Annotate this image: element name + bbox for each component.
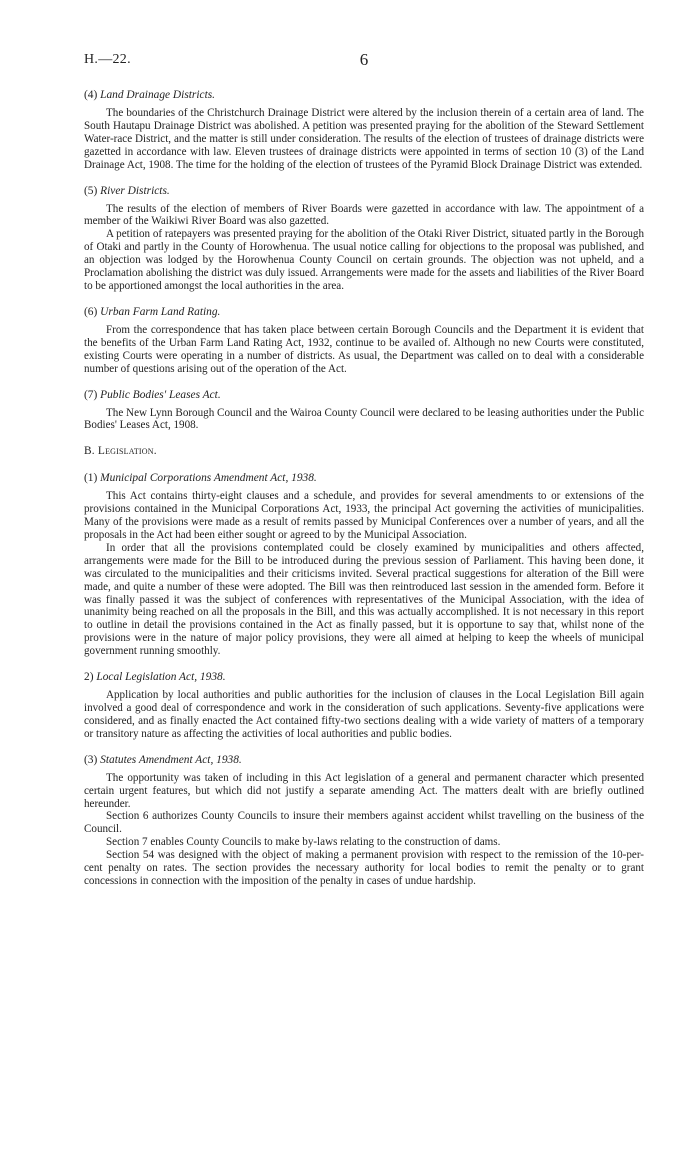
section-title: Statutes Amendment Act, 1938. — [100, 753, 242, 766]
page-header — [84, 52, 644, 74]
paragraph: A petition of ratepayers was presented praying for the abolition of the Otaki River District, situated partly in the Borough of Otaki and partly in the County of Horowhenua. The usual notice calling for objections to the proposal was published, and an objection was lodged by the Horowhenua County Council on certain grounds. The objection was not upheld, and a Proclamation abolishing the district was duly issued. Arrangements were made for the assets and liabilities of the River Board to be apportioned amongst the local authorities in the area. — [84, 228, 644, 292]
section-heading-local-legislation — [84, 670, 644, 684]
paragraph: In order that all the provisions contemplated could be closely examined by municipalities and others affected, arrangements were made for the Bill to be introduced during the previous session of Parliament. This having been done, it was circulated to the municipalities and their criticisms invited. Several practical suggestions for alteration of the Bill were made, and quite a number of these were adopted. The Bill was then reintroduced last session in the amended form. Before it was finally passed it was the subject of conferences with representatives of the Municipal Association, with the idea of unanimity being reached on all the proposals in the Bill, and this was actually accomplished. It is not necessary in this report to outline in detail the provisions contained in the Act as finally passed, but it is opportune to say that, whilst none of the provisions were in the nature of major policy provisions, they were all aimed at helping to keep the wheels of municipal government running smoothly. — [84, 541, 644, 658]
section-heading-public-bodies — [84, 388, 644, 402]
paragraph: From the correspondence that has taken place between certain Borough Councils and the Department it is evident that the benefits of the Urban Farm Land Rating Act, 1932, continue to be availed of. Although no new Courts were constituted, existing Courts were operating in a number of districts. As usual, the Department was called on to deal with a considerable number of questions arising out of the operation of the Act. — [84, 323, 644, 375]
section-number: 2) — [84, 671, 94, 684]
paragraph: Section 6 authorizes County Councils to insure their members against accident whilst travelling on the business of the Council. — [84, 810, 644, 836]
section-title: Local Legislation Act, 1938. — [96, 671, 226, 684]
paragraph: Section 7 enables County Councils to make by-laws relating to the construction of dams. — [106, 836, 501, 849]
part-letter: B. — [84, 445, 95, 458]
paragraph: Application by local authorities and public authorities for the inclusion of clauses in the Local Legislation Bill again involved a good deal of correspondence and work in the consideration of such applications. Seventy-five applications were considered, and as finally enacted the Act contained fifty-two sections dealing with a wide variety of matters of a temporary or transitory nature as affecting the activities of local authorities and public bodies. — [84, 689, 644, 740]
paragraph: Section 54 was designed with the object of making a permanent provision with respect to the remission of the 10-per-cent penalty on rates. The section provides the necessary authority for local bodies to remit the penalty or to grant concessions in connection with the imposition of the penalty in cases of undue hardship. — [84, 849, 644, 887]
section-title: River Districts. — [100, 184, 170, 197]
paragraph: The opportunity was taken of including in this Act legislation of a general and permanent character which presented certain urgent features, but which did not justify a separate amending Act. The matters dealt with are briefly outlined hereunder. — [84, 771, 644, 810]
paragraph: This Act contains thirty-eight clauses and a schedule, and provides for several amendments to or extensions of the provisions contained in the Municipal Corporations Act, 1933, the principal Act governing the activities of municipalities. Many of the provisions were made as a result of remits passed by Municipal Conferences over a number of years, and all the proposals in the Act had been either sought or agreed to by the Municipal Association. — [84, 490, 644, 542]
paragraph: The boundaries of the Christchurch Drainage District were altered by the inclusion therein of a certain area of land. The South Hautapu Drainage District was abolished. A petition was presented praying for the abolition of the Steward Settlement Water-race District, and the matter is still under consideration. The results of the election of trustees of drainage districts were gazetted in accordance with law. Eleven trustees of drainage districts were appointed in terms of section 10 (3) of the Land Drainage Act, 1908. The time for the holding of the election of trustees of the Pyramid Block Drainage District was extended. — [84, 107, 644, 171]
section-number: (4) — [84, 89, 98, 101]
section-number: (6) — [84, 305, 98, 318]
section-number: (3) — [84, 753, 98, 766]
section-number: (5) — [84, 184, 98, 197]
section-title: Municipal Corporations Amendment Act, 1938. — [100, 472, 317, 485]
section-heading-statutes — [84, 753, 644, 767]
section-number: (7) — [84, 388, 98, 401]
part-title: Legislation. — [97, 445, 157, 458]
section-title: Urban Farm Land Rating. — [100, 305, 221, 318]
section-heading-urban-farm — [84, 305, 644, 319]
part-heading-legislation — [84, 444, 644, 458]
paragraph: The results of the election of members of River Boards were gazetted in accordance with law. The appointment of a member of the Waikiwi River Board was also gazetted. — [84, 202, 644, 228]
section-title: Land Drainage Districts. — [100, 89, 216, 101]
section-number: (1) — [84, 472, 98, 485]
section-title: Public Bodies' Leases Act. — [100, 388, 221, 401]
section-heading-land-drainage — [84, 88, 644, 102]
document-reference: H.—22. — [84, 52, 131, 67]
paragraph: The New Lynn Borough Council and the Wairoa County Council were declared to be leasing authorities under the Public Bodies' Leases Act, 1908. — [84, 406, 644, 432]
page-number: 6 — [359, 50, 369, 69]
section-heading-municipal — [84, 471, 644, 485]
section-heading-river-districts — [84, 184, 644, 198]
